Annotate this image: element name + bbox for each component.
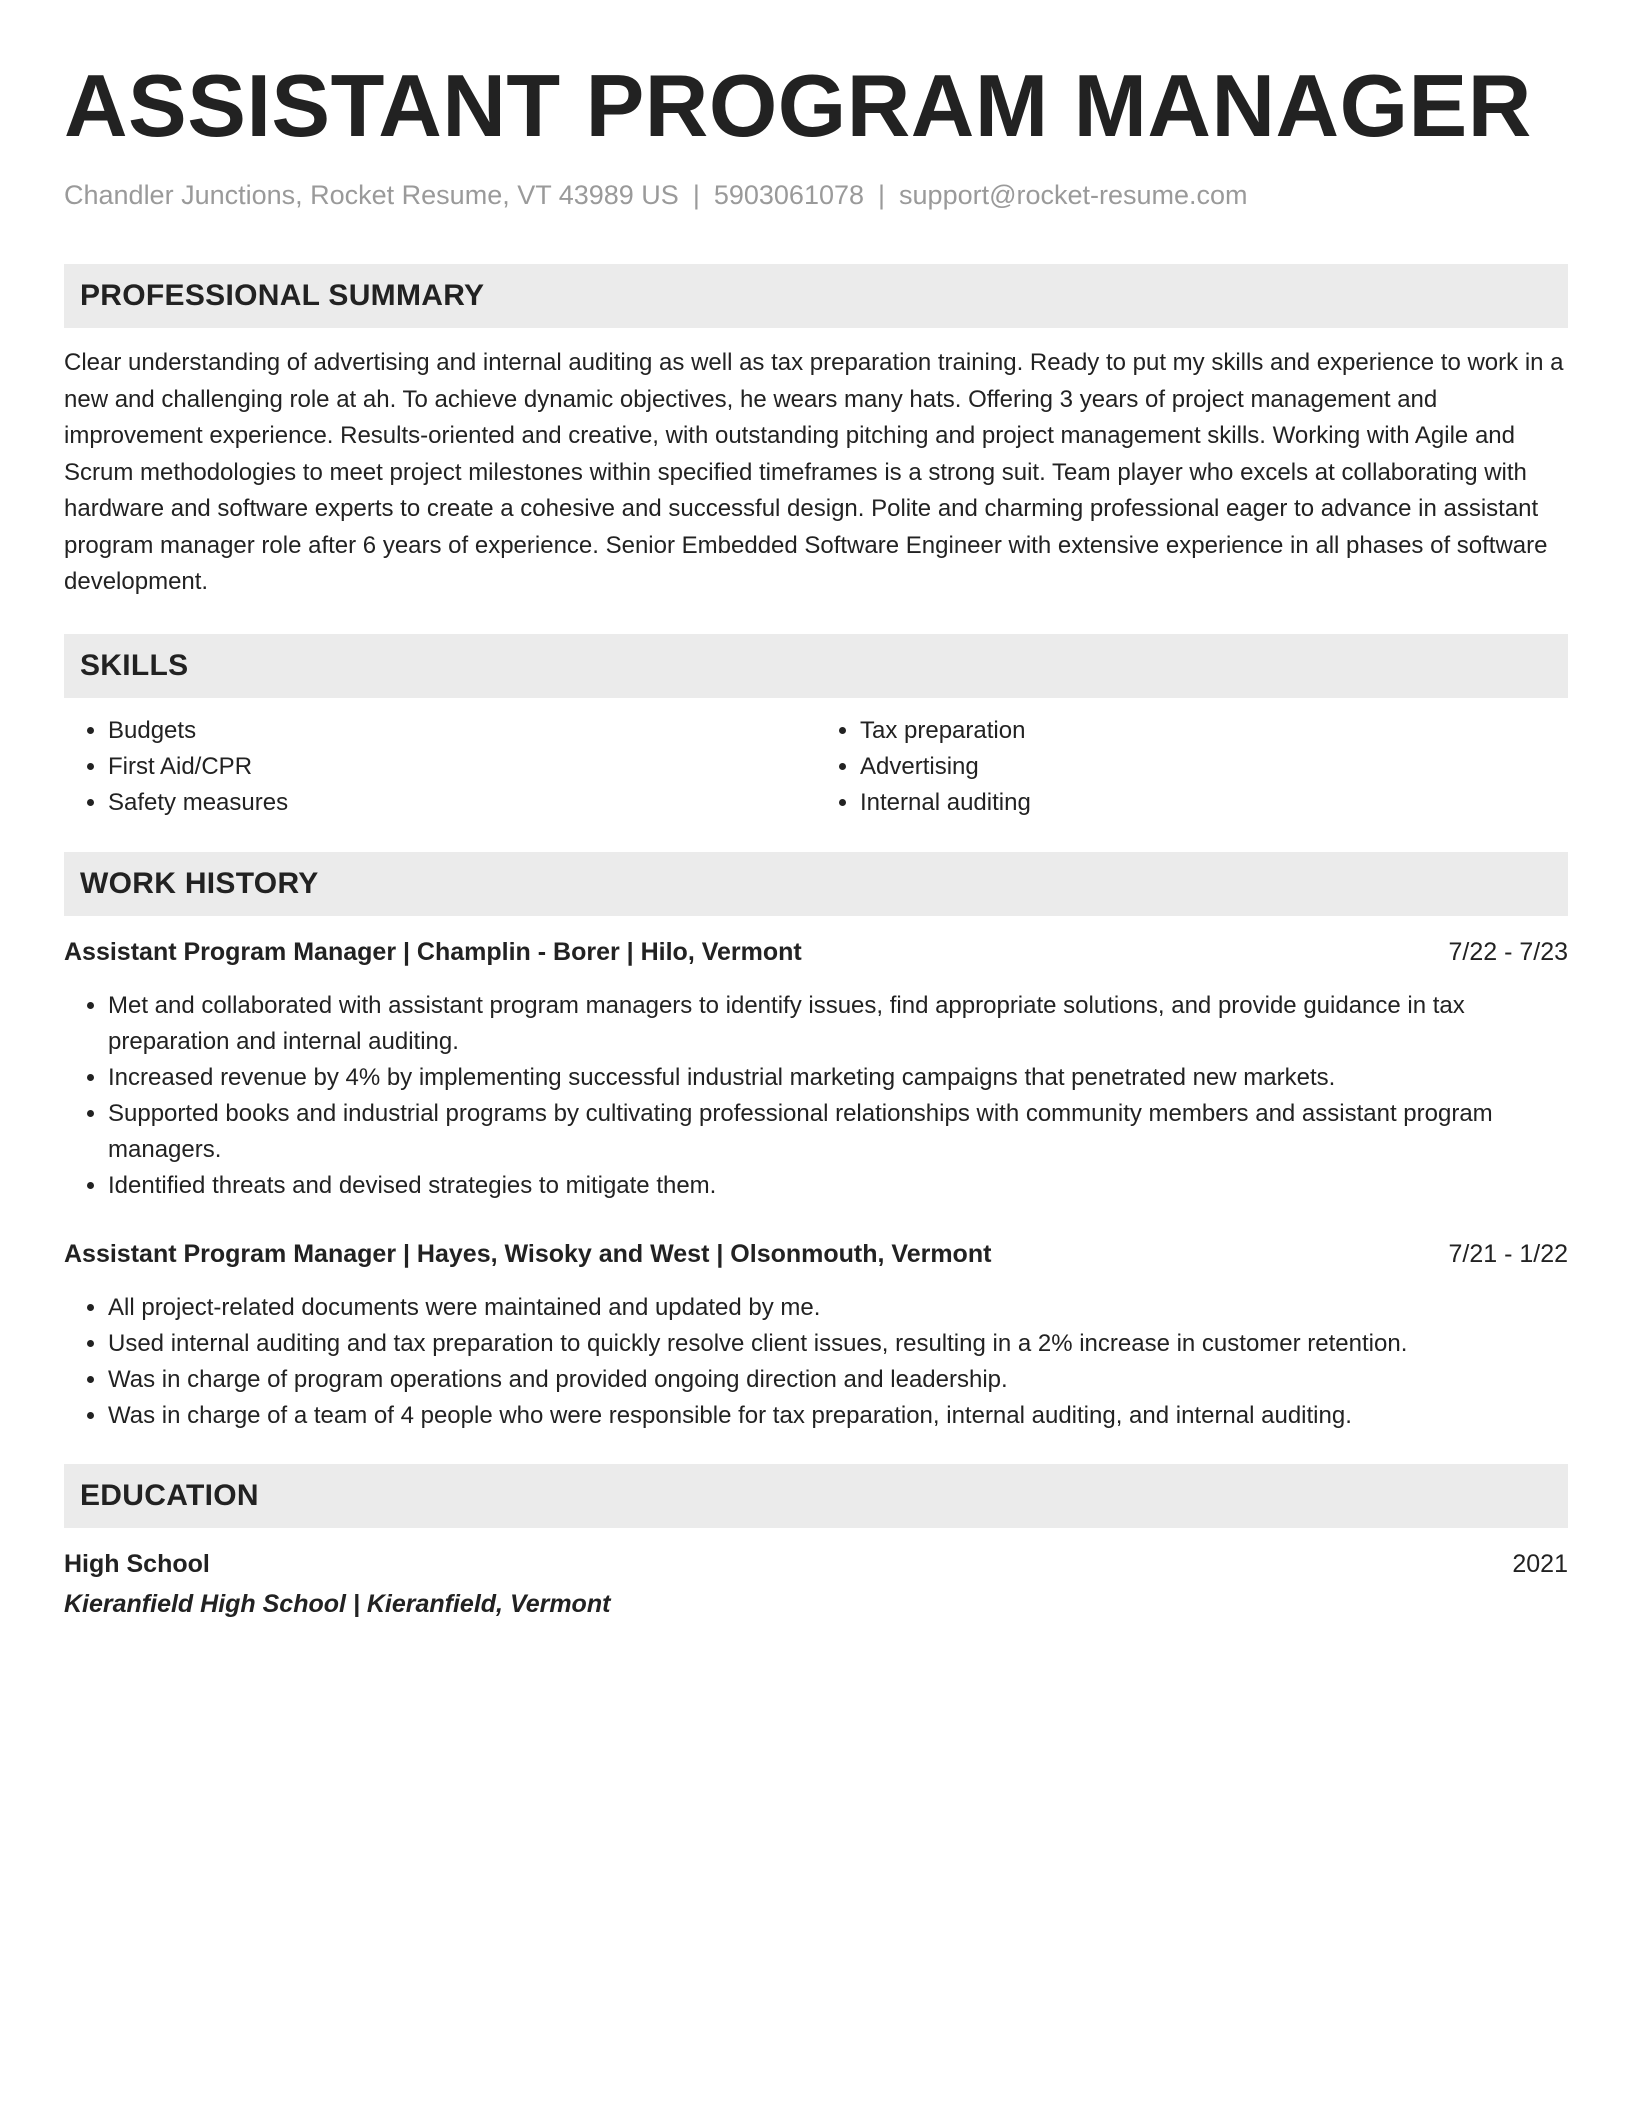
skill-item: • Safety measures xyxy=(108,785,816,821)
skills-column-right xyxy=(816,713,1568,821)
education-year: 2021 xyxy=(1512,1549,1568,1578)
job-bullet: • Used internal auditing and tax preparation to quickly resolve client issues, resulting in a 2% increase in customer retention. xyxy=(108,1326,1568,1362)
skills-list xyxy=(64,713,1568,821)
skill-item: • First Aid/CPR xyxy=(108,749,816,785)
contact-address: Chandler Junctions, Rocket Resume, VT 43989 US xyxy=(64,180,679,210)
contact-line xyxy=(64,178,1568,212)
skill-item: • Internal auditing xyxy=(860,785,1568,821)
section-heading-work-history: WORK HISTORY xyxy=(64,852,1568,916)
job-dates: 7/21 - 1/22 xyxy=(1448,1239,1568,1268)
job-bullet: • Identified threats and devised strategies to mitigate them. xyxy=(108,1168,1568,1204)
job-entry xyxy=(64,934,1568,1204)
education-school: Kieranfield High School | Kieranfield, Vermont xyxy=(64,1589,611,1618)
job-dates: 7/22 - 7/23 xyxy=(1448,937,1568,966)
resume-title: ASSISTANT PROGRAM MANAGER xyxy=(64,56,1532,155)
job-header xyxy=(64,1236,1568,1272)
job-title: Assistant Program Manager | Hayes, Wisoky and West | Olsonmouth, Vermont xyxy=(64,1239,992,1268)
job-bullet: • Met and collaborated with assistant program managers to identify issues, find appropriate solutions, and provide guidance in tax preparation and internal auditing. xyxy=(108,988,1568,1060)
job-bullet: • Was in charge of a team of 4 people who were responsible for tax preparation, internal auditing, and internal auditing. xyxy=(108,1398,1568,1434)
section-heading-education: EDUCATION xyxy=(64,1464,1568,1528)
job-title: Assistant Program Manager | Champlin - Borer | Hilo, Vermont xyxy=(64,937,802,966)
contact-email: support@rocket-resume.com xyxy=(899,180,1248,210)
contact-phone: 5903061078 xyxy=(713,180,865,210)
job-header xyxy=(64,934,1568,970)
contact-separator: | xyxy=(878,180,886,210)
job-bullet: • Increased revenue by 4% by implementing successful industrial marketing campaigns that penetrated new markets. xyxy=(108,1060,1568,1096)
summary-text: Clear understanding of advertising and internal auditing as well as tax preparation training. Ready to put my skills and experience to work in a new and challenging role at ah. To achieve dynamic objectives, he wears many hats. Offering 3 years of project management and improvement experience. Results-oriented and creative, with outstanding pitching and project management skills. Working with Agile and Scrum methodologies to meet project milestones within specified timeframes is a strong suit. Team player who excels at collaborating with hardware and software experts to create a cohesive and successful design. Polite and charming professional eager to advance in assistant program manager role after 6 years of experience. Senior Embedded Software Engineer with extensive experience in all phases of software development. xyxy=(64,349,1564,595)
job-bullet: • Supported books and industrial programs by cultivating professional relationships with community members and assistant program managers. xyxy=(108,1096,1568,1168)
skill-item: • Tax preparation xyxy=(860,713,1568,749)
job-bullet-list xyxy=(64,988,1568,1204)
skill-item: • Budgets xyxy=(108,713,816,749)
job-bullet: • All project-related documents were maintained and updated by me. xyxy=(108,1290,1568,1326)
education-degree: High School xyxy=(64,1549,210,1578)
job-bullet-list xyxy=(64,1290,1568,1434)
section-heading-skills: SKILLS xyxy=(64,634,1568,698)
skill-item: • Advertising xyxy=(860,749,1568,785)
job-entry xyxy=(64,1236,1568,1434)
contact-separator: | xyxy=(692,180,700,210)
skills-column-left xyxy=(64,713,816,821)
section-heading-summary: PROFESSIONAL SUMMARY xyxy=(64,264,1568,328)
education-header xyxy=(64,1546,1568,1582)
job-bullet: • Was in charge of program operations and provided ongoing direction and leadership. xyxy=(108,1362,1568,1398)
